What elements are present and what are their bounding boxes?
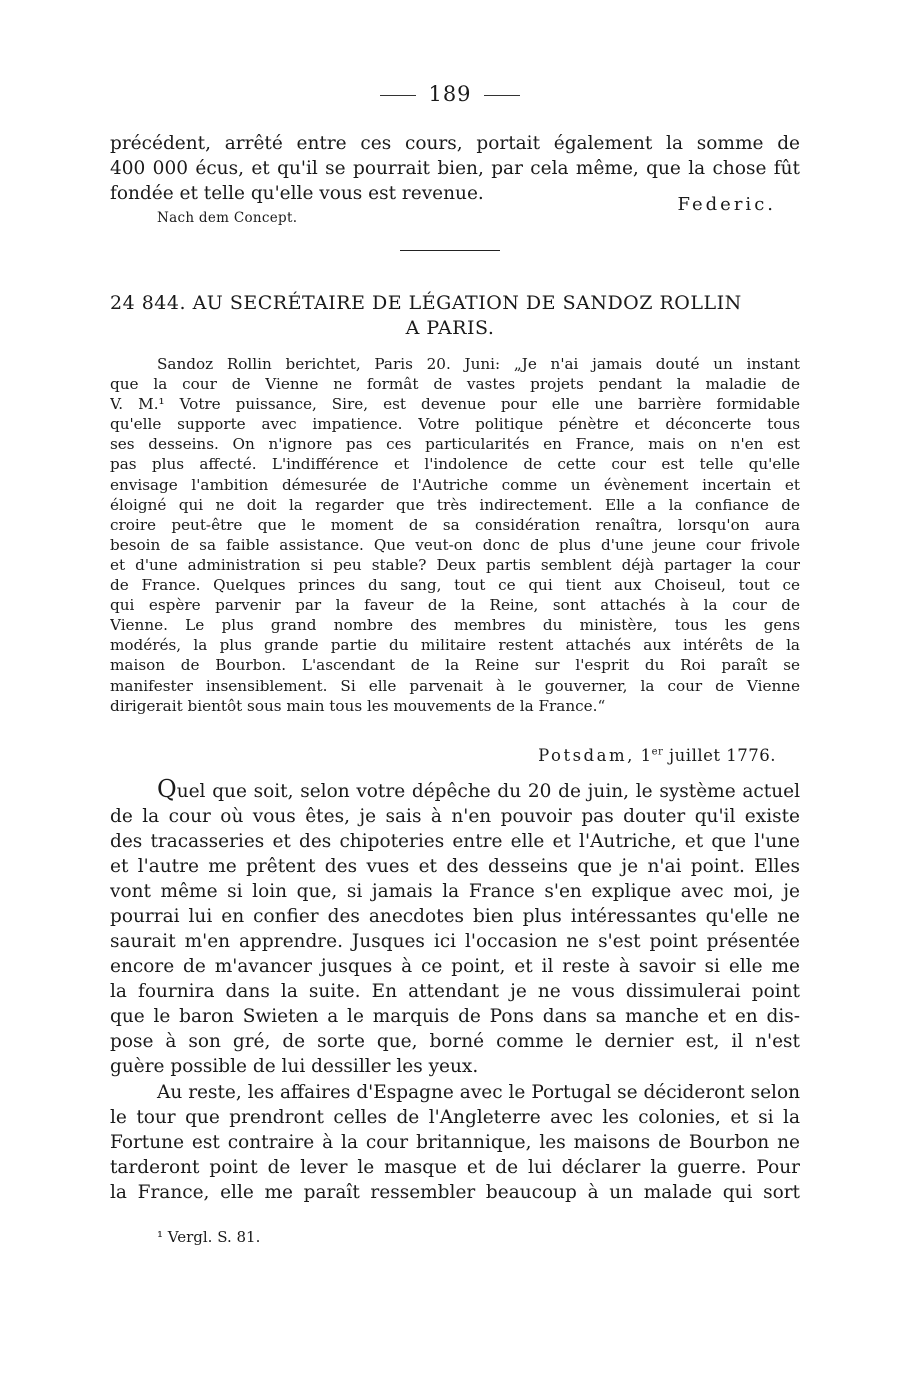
dateline: Potsdam, 1er juillet 1776. (538, 746, 776, 765)
text-line: maison de Bourbon. L'ascendant de la Reine sur l'esprit du Roi paraît se (110, 656, 800, 675)
summary-paragraph (110, 354, 800, 716)
page-number: 189 (0, 82, 900, 106)
text-line: Vienne. Le plus grand nombre des membres du ministère, tous les gens (110, 616, 800, 635)
text-line: ses desseins. On n'ignore pas ces particularités en France, mais on n'en est (110, 435, 800, 454)
text-line: saurait m'en apprendre. Jusques ici l'occasion ne s'est point présentée (110, 931, 800, 952)
text-line: encore de m'avancer jusques à ce point, et il reste à savoir si elle me (110, 956, 800, 977)
text-line: Quel que soit, selon votre dépêche du 20 de juin, le système actuel (157, 777, 800, 803)
signature: Federic. (677, 194, 776, 215)
letter-heading-line1 (110, 292, 800, 314)
section-divider (400, 250, 500, 251)
text-line: Fortune est contraire à la cour britannique, les maisons de Bourbon ne (110, 1132, 800, 1153)
initial-letter: Q (157, 777, 177, 803)
text-line: précédent, arrêté entre ces cours, portait également la somme de (110, 133, 800, 154)
text-line: fondée et telle qu'elle vous est revenue. (110, 183, 484, 204)
text-line: 400 000 écus, et qu'il se pourrait bien, par cela même, que la chose fût (110, 158, 800, 179)
text-line: envisage l'ambition démesurée de l'Autriche comme un évènement incertain et (110, 475, 800, 494)
text-line: croire peut-être que le moment de sa considération renaîtra, lorsqu'on aura (110, 515, 800, 534)
text-line: V. M.¹ Votre puissance, Sire, est devenue pour elle une barrière formidable (110, 395, 800, 414)
text-line: que le baron Swieten a le marquis de Pons dans sa manche et en dis- (110, 1006, 800, 1027)
text-line: guère possible de lui dessiller les yeux. (110, 1056, 479, 1077)
text-line: manifester insensiblement. Si elle parvenait à le gouverner, la cour de Vienne (110, 676, 800, 695)
text-line: Au reste, les affaires d'Espagne avec le Portugal se décideront selon (157, 1082, 800, 1103)
text-line: besoin de sa faible assistance. Que veut-on donc de plus d'une jeune cour frivole (110, 535, 800, 554)
letter-title: AU SECRÉTAIRE DE LÉGATION DE SANDOZ ROLLIN (192, 292, 742, 314)
text-line: vont même si loin que, si jamais la France s'en explique avec moi, je (110, 881, 800, 902)
source-note: Nach dem Concept. (157, 210, 298, 226)
text-line: pas plus affecté. L'indifférence et l'indolence de cette cour est telle qu'elle (110, 455, 800, 474)
text-line: pourrai lui en confier des anecdotes bien plus intéressantes qu'elle ne (110, 906, 800, 927)
text-line: la fournira dans la suite. En attendant je ne vous dissimulerai point (110, 981, 800, 1002)
text-line: de la cour où vous êtes, je sais à n'en pouvoir pas douter qu'il existe (110, 806, 800, 827)
text-line: qu'elle supporte avec impatience. Votre politique pénètre et déconcerte tous (110, 415, 800, 434)
text-line: pose à son gré, de sorte que, borné comme le dernier est, il n'est (110, 1031, 800, 1052)
text-line: qui espère parvenir par la faveur de la Reine, sont attachés à la cour de (110, 596, 800, 615)
text-line: tarderont point de lever le masque et de lui déclarer la guerre. Pour (110, 1157, 800, 1178)
text-line: de France. Quelques princes du sang, tout ce qui tient aux Choiseul, tout ce (110, 576, 800, 595)
letter-paragraph-1 (110, 777, 800, 1079)
text-line: des tracasseries et des chipoteries entre elle et l'Autriche, et que l'une (110, 831, 800, 852)
text-line: et l'autre me prêtent des vues et des desseins que je n'ai point. Elles (110, 856, 800, 877)
text-line: la France, elle me paraît ressembler beaucoup à un malade qui sort (110, 1182, 800, 1203)
text-line: le tour que prendront celles de l'Angleterre avec les colonies, et si la (110, 1107, 800, 1128)
text-line: Sandoz Rollin berichtet, Paris 20. Juni: „Je n'ai jamais douté un instant (157, 355, 800, 373)
text-line: modérés, la plus grande partie du militaire restent attachés aux intérêts de la (110, 636, 800, 655)
footnote: ¹ Vergl. S. 81. (157, 1228, 261, 1246)
text-line: que la cour de Vienne ne formât de vastes projets pendant la maladie de (110, 375, 800, 394)
letter-heading-line2: A PARIS. (405, 317, 495, 339)
letter-paragraph-2 (110, 1080, 800, 1205)
text-line: et d'une administration si peu stable? Deux partis semblent déjà partager la cour (110, 555, 800, 574)
text-line: dirigerait bientôt sous main tous les mouvements de la France.“ (110, 696, 606, 715)
letter-number: 24 844. (110, 292, 187, 314)
text-line: éloigné qui ne doit la regarder que très indirectement. Elle a la confiance de (110, 495, 800, 514)
